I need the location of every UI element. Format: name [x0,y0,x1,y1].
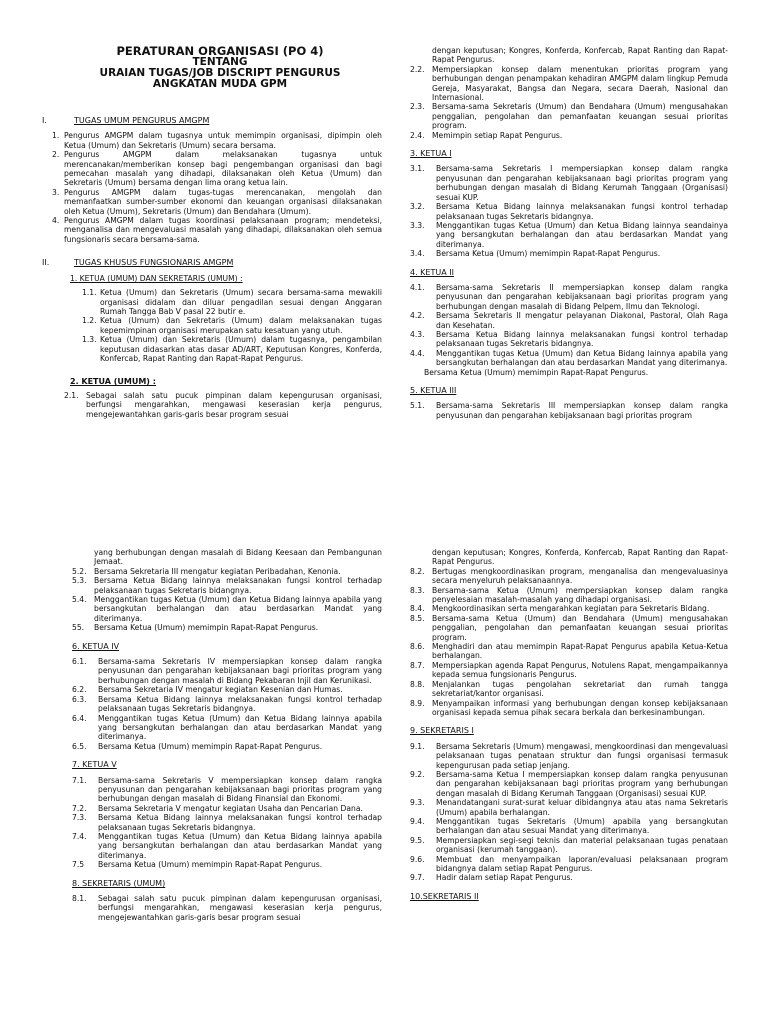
list-item [52,131,382,150]
list-item [72,860,382,869]
list-item [72,714,382,742]
item-text: Menyampaikan informasi yang berhubungan dengan konsep kebijaksanaan organisasi kepada semua pihak secara berkala dan berkesinambungan. [432,698,728,717]
item-number: 6.1. [72,657,87,667]
item-number: 4.3. [410,329,425,339]
item-text: Bersama Ketua Bidang lainnya melaksanakan fungsi kontrol terhadap pelaksanaan tugas Sekretaris bidangnya. [436,329,728,349]
item-text: Bersama Ketua (Umum) memimpin Rapat-Rapat Pengurus. [94,623,319,633]
item-text: Bersama-sama Ketua (Umum) dan Bendahara (Umum) mengusahakan penggalian, pengolahan dan pemanfaatan keuangan sesuai prioritas program. [432,613,728,642]
list-item [82,335,382,363]
item-text: Bersama Ketua Bidang lainnya melaksanakan fungsi kontrol terhadap pelaksanaan tugas Sekretaris bidangnya. [94,576,382,595]
item-text: Bersama-sama Sekretaris II mempersiapkan konsep dalam rangka penyusunan dan pengarahan kebijaksanaan bagi prioritas program yang berhubungan dengan masalah di Bidang Pelpem, Ilmu dan Teknologi. [436,282,728,311]
header-tentang: TENTANG [192,56,248,68]
item-number: 5.2. [72,566,87,576]
item-text: Sebagai salah satu pucuk pimpinan dalam kepengurusan organisasi, berfungsi mengarahkan, mengawasi keserasian kerja pengurus, mengejewantahkan garis-garis besar program sesuai [86,390,382,419]
section-9-heading: 9. SEKRETARIS I [410,726,474,736]
item-number: 3.4. [410,249,425,259]
item-text: Hadir dalam setiap Rapat Pengurus. [436,873,573,883]
item-number: 8.7. [410,660,425,670]
item-text: Bersama Sekretaris II mengatur pelayanan Diakonal, Pastoral, Olah Raga dan Kesehatan. [436,311,728,330]
item-number: 4. [52,216,60,226]
item-text: Bersama-sama Ketua (Umum) mempersiapkan konsep dalam rangka penyelesaian masalah-masalah yang dihadapi organisasi. [432,585,728,605]
section-6-list [42,657,382,751]
item-text: Memimpin setiap Rapat Pengurus. [432,130,563,140]
item-number: 5.3. [72,576,87,586]
item-text: Bersama Sekretaria IV mengatur kegiatan Kesenian dan Humas. [98,685,343,695]
item-text: Bersama Ketua Bidang lainnya melaksanakan fungsi kontrol terhadap pelaksanaan tugas Sekretaris bidangnya. [98,694,382,714]
list-item [410,798,728,817]
list-item [52,216,382,244]
item-text: Mempersiapkan konsep dalam menentukan prioritas program yang berhubungan dengan penampakan kehadiran AMGPM dalam lingkup Pemuda Gereja, Masyarakat, Bangsa dan Negara, secara Daerah, Nasional dan Internasional. [432,64,728,103]
item-number: 2.3. [410,102,425,112]
item-number: 6.2. [72,685,87,695]
item-text: Menggantikan tugas Sekretaris (Umum) apabila yang bersangkutan berhalangan dan atau sesuai Mandat yang diterimanya. [436,816,728,836]
header-subtitle: URAIAN TUGAS/JOB DISCRIPT PENGURUS [99,67,341,79]
item-text: Pengurus AMGPM dalam tugasnya untuk memimpin organisasi, dipimpin oleh Ketua (Umum) dan Sekretaris (Umum) secara bersama. [64,131,382,150]
item-text: Bersama-sama Sekretaris I mempersiapkan konsep dalam rangka penyusunan dan pengarahan kebijaksanaan bagi prioritas program yang berhubungan dengan masalah di Bidang Kerumah Tanggaan (Organisasi) sesuai KUP. [436,164,728,202]
item-number: 2.2. [410,64,425,74]
list-item [72,695,382,714]
item-text: Bertugas mengkoordinasikan program, menganalisa dan mengevaluasinya secara menyeluruh pelaksanaannya. [432,566,728,586]
subsection-2-list [42,391,382,419]
item-text: Ketua (Umum) dan Sekretaris (Umum) dalam melaksanakan tugas kepemimpinan organisasi merupakan satu kesatuan yang utuh. [100,316,382,335]
section-5-list [410,401,728,420]
list-item [72,742,382,751]
list-item [410,873,728,882]
item-number: 7.1. [72,775,87,785]
item-number: 3.3. [410,220,425,230]
item-number: 8.6. [410,642,425,652]
item-text: Pengurus AMGPM dalam melaksanakan tugasnya untuk merencanakan/memberikan konsep bagi pengembangan organisasi dan bagi pemecahan masalah yang dihadapi, dilaksanakan oleh Ketua (Umum) dan Sekretaris (Umum) bersama dengan lima orang ketua lain. [64,150,382,188]
item-number: 4.2. [410,311,425,321]
item-number: 2.4. [410,130,425,140]
header-title: PERATURAN ORGANISASI (PO 4) [116,44,324,58]
top-right-column [410,46,728,420]
item-text: Membuat dan menyampaikan laporan/evaluasi pelaksanaan program bidangnya dalam setiap Rapat Pengurus. [436,854,728,873]
list-item [410,817,728,836]
list-item [72,595,382,623]
list-item [410,202,728,221]
item-text: Ketua (Umum) dan Sekretaris (Umum) dalam tugasnya, pengambilan keputusan didasarkan atas dasar AD/ART, Keputusan Kongres, Konferda, Konfercab, Rapat Ranting dan Rapat-Rapat Pengurus. [100,335,382,363]
list-item [410,604,728,613]
list-5x [42,567,382,633]
item-text: Menggantikan tugas Ketua (Umum) dan Ketua Bidang lainnya apabila yang bersangkutan berhalangan dan atau berdasarkan Mandat yang diterimanya. [436,348,728,368]
list-item [410,401,728,420]
item-number: 3. [52,187,60,197]
list-item [410,742,728,770]
item-number: 5.4. [72,595,87,605]
item-number: 7.2. [72,803,87,813]
subsection-2-heading: 2. KETUA (UMUM) : [70,377,156,387]
list-item [410,330,728,349]
list-item [410,311,728,330]
item-number: 8.9. [410,698,425,708]
item-number: 2. [52,150,60,160]
list-item [72,567,382,576]
item-number: 7.4. [72,831,87,841]
section-5-heading: 5. KETUA III [410,386,457,395]
top-left-column [42,116,382,419]
item-number: 7.5 [72,860,85,870]
item-number: 7.3. [72,813,87,823]
item-number: 8.2. [410,566,425,576]
list-item [410,567,728,586]
list-item [410,855,728,874]
list-item [410,699,728,718]
section-8-heading: 8. SEKRETARIS (UMUM) [72,878,166,888]
continued-text: dengan keputusan; Kongres, Konferda, Konfercab, Rapat Ranting dan Rapat-Rapat Pengurus. [432,46,728,65]
section-4-list [410,283,728,368]
item-number: 2.1. [64,390,79,400]
item-number: 8.3. [410,585,425,595]
item-number: 9.1. [410,741,425,751]
section-1-heading: I. TUGAS UMUM PENGURUS AMGPM [42,116,210,125]
list-item [82,316,382,335]
section-4-tail: Bersama Ketua (Umum) memimpin Rapat-Rapat Pengurus. [424,367,649,377]
list-item [410,642,728,661]
list-item [410,836,728,855]
bottom-right-column [410,548,728,907]
list-item [410,221,728,249]
item-number: 6.4. [72,713,87,723]
list-item [72,832,382,860]
header-organization: ANGKATAN MUDA GPM [152,78,288,90]
item-text: Mempersiapkan segi-segi teknis dan material pelaksanaan tugas penataan organisasi (kerumah tanggaan). [436,835,728,855]
item-number: 9.3. [410,798,425,808]
item-text: Bersama Sekretaria III mengatur kegiatan Peribadahan, Kenonia. [94,566,341,576]
item-number: 4.4. [410,348,425,358]
document-header [90,46,350,90]
item-number: 1.3. [82,335,97,345]
item-text: Mempersiapkan agenda Rapat Pengurus, Notulens Rapat, mengampaikannya kepada semua fungsionaris Pengurus. [432,660,728,680]
item-number: 3.1. [410,164,425,174]
item-text: Bersama Ketua (Umum) memimpin Rapat-Rapat Pengurus. [98,860,323,870]
list-item [72,685,382,694]
item-text: Pengurus AMGPM dalam tugas-tugas merencanakan, mengolah dan memanfaatkan sumber-sumber ekonomi dan keuangan organisasi dilaksanakan oleh Ketua (Umum), Sekretaris (Umum) dan Bendahara (Umum). [64,187,382,216]
subsection-1-list [42,288,382,363]
item-number: 8.8. [410,679,425,689]
item-text: Menandatangani surat-surat keluar dibidangnya atau atas nama Sekretaris (Umum) apabila berhalangan. [436,798,728,817]
item-text: Bersama Ketua (Umum) memimpin Rapat-Rapat Pengurus. [436,249,661,259]
item-number: 9.5. [410,835,425,845]
item-text: Bersama-sama Sekretaris (Umum) dan Bendahara (Umum) mengusahakan penggalian, pengolahan dan pemanfaatan keuangan sesuai prioritas program. [432,102,728,131]
list-item [52,150,382,188]
list-item [410,680,728,699]
list-item [410,661,728,680]
section-3-list [410,164,728,258]
bottom-left-column [42,548,382,922]
list-item [72,894,382,922]
item-number: 8.4. [410,604,425,614]
item-number: 3.2. [410,202,425,212]
item-text: Sebagai salah satu pucuk pimpinan dalam kepengurusan organisasi, berfungsi mengarahkan, mengawasi keserasian kerja pengurus, mengejewantahkan garis-garis besar program sesuai [98,894,382,922]
list-item [410,586,728,605]
item-number: 8.1. [72,894,87,903]
list-8x [410,567,728,718]
section-7-heading: 7. KETUA V [72,760,117,770]
list-item [410,131,728,140]
list-item [72,623,382,632]
item-text: Mengkoordinasikan serta mengarahkan kegiatan para Sekretaris Bidang. [432,604,710,614]
item-text: Ketua (Umum) dan Sekretaris (Umum) secara bersama-sama mewakili organisasi didalam dan diluar pengadilan sesuai dengan Anggaran Rumah Tangga Bab V pasal 22 butir e. [100,288,382,316]
section-4-heading: 4. KETUA II [410,267,454,277]
item-number: 4.1. [410,282,425,292]
list-item [410,65,728,103]
section-7-list [42,776,382,870]
list-item [64,391,382,419]
section-6-heading: 6. KETUA IV [72,641,120,651]
list-item [410,102,728,130]
list-item [410,614,728,642]
item-text: Bersama-sama Sekretaris V mempersiapkan konsep dalam rangka penyusunan dan pengarahan kebijaksanaan bagi prioritas program yang berhubungan dengan masalah di Bidang Finansial dan Ekonomi. [98,775,382,804]
item-number: 9.4. [410,816,425,826]
item-text: Bersama-sama Ketua I mempersiapkan konsep dalam rangka penyusunan dan pengarahan kebijaksanaan bagi prioritas program yang berhubungan dengan masalah di Bidang Kerumah Tanggaan (Organisasi) sesuai KUP. [436,769,728,798]
list-item [410,349,728,368]
item-text: Menghadiri dan atau memimpin Rapat-Rapat Pengurus apabila Ketua-Ketua berhalangan. [432,642,728,661]
section-9-list [410,742,728,883]
item-number: 6.3. [72,694,87,704]
subsection-1-heading: 1. KETUA (UMUM) DAN SEKRETARIS (UMUM) : [70,273,243,283]
page-bottom [0,512,768,1024]
item-number: 1.2. [82,316,97,326]
item-number: 9.7. [410,873,425,883]
item-text: Bersama Sekretaria V mengatur kegiatan Usaha dan Pencarian Dana. [98,803,363,813]
list-2x [410,65,728,140]
item-text: Bersama Ketua Bidang lainnya melaksanakan fungsi kontrol terhadap pelaksanaan tugas Sekretaris bidangnya. [98,813,382,832]
item-text: Menggantikan tugas Ketua (Umum) dan Ketua Bidang lainnya seandainya yang bersangkutan berhalangan dan atau berdasarkan Mandat yang diterimanya. [436,220,728,249]
item-number: 9.6. [410,854,425,864]
item-text: Menggantikan tugas Ketua (Umum) dan Ketua Bidang lainnya apabila yang bersangkutan berhalangan dan atau berdasarkan Mandat yang diterimanya. [94,595,382,623]
item-text: Bersama Sekretaris (Umum) mengawasi, mengkoordinasi dan mengevaluasi pelaksanaan tugas penataan struktur dan fungsi organisasi termasuk kepengurusan pada setiap jenjang. [436,741,728,770]
list-item [72,776,382,804]
item-text: Menjalankan tugas pengolahan sekretariat dan rumah tangga sekretariat/kantor organisasi. [432,679,728,699]
item-text: Bersama-sama Sekretaris III mempersiapkan konsep dalam rangka penyusunan dan pengarahan kebijaksanaan bagi prioritas program [436,401,728,420]
list-item [410,770,728,798]
continued-text: yang berhubungan dengan masalah di Bidang Keesaan dan Pembangunan Jemaat. [94,548,382,567]
item-text: Bersama Ketua Bidang lainnya melaksanakan fungsi kontrol terhadap pelaksanaan tugas Sekretaris bidangnya. [436,202,728,221]
item-text: Pengurus AMGPM dalam tugas koordinasi pelaksanaan program; mendeteksi, menganalisa dan mengevaluasi masalah yang dihadapi, dilaksanakan oleh semua fungsionaris secara bersama-sama. [64,216,382,244]
item-number: 55. [72,623,85,633]
list-item [82,288,382,316]
item-text: Bersama-sama Sekretaris IV mempersiapkan konsep dalam rangka penyusunan dan pengarahan kebijaksanaan bagi prioritas program yang berhubungan dengan masalah di Bidang Pekabaran Injil dan Kerunikasi. [98,657,382,685]
list-item [72,813,382,832]
section-2-heading: II. TUGAS KHUSUS FUNGSIONARIS AMGPM [42,258,234,268]
section-1-list [42,131,382,244]
item-text: Menggantikan tugas Ketua (Umum) dan Ketua Bidang lainnya apabila yang bersangkutan berhalangan dan atau berdasarkan Mandat yang diterimanya. [98,713,382,742]
item-number: 9.2. [410,769,425,779]
item-number: 6.5. [72,741,87,751]
item-number: 5.1. [410,401,425,411]
section-8-list [42,894,382,922]
item-number: 1. [52,131,60,141]
item-number: 1.1. [82,288,97,298]
list-item [410,164,728,202]
list-item [52,188,382,216]
list-item [72,804,382,813]
section-10-heading: 10.SEKRETARIS II [410,891,479,901]
section-3-heading: 3. KETUA I [410,149,452,159]
list-item [410,249,728,258]
item-number: 8.5. [410,613,425,623]
list-item [72,576,382,595]
list-item [410,283,728,311]
item-text: Bersama Ketua (Umum) memimpin Rapat-Rapat Pengurus. [98,741,323,751]
continued-text: dengan keputusan; Kongres, Konferda, Konfercab, Rapat Ranting dan Rapat-Rapat Pengurus. [432,548,728,567]
item-text: Menggantikan tugas Ketua (Umum) dan Ketua Bidang lainnya apabila yang bersangkutan berhalangan dan atau berdasarkan Mandat yang diterimanya. [98,831,382,860]
list-item [72,657,382,685]
